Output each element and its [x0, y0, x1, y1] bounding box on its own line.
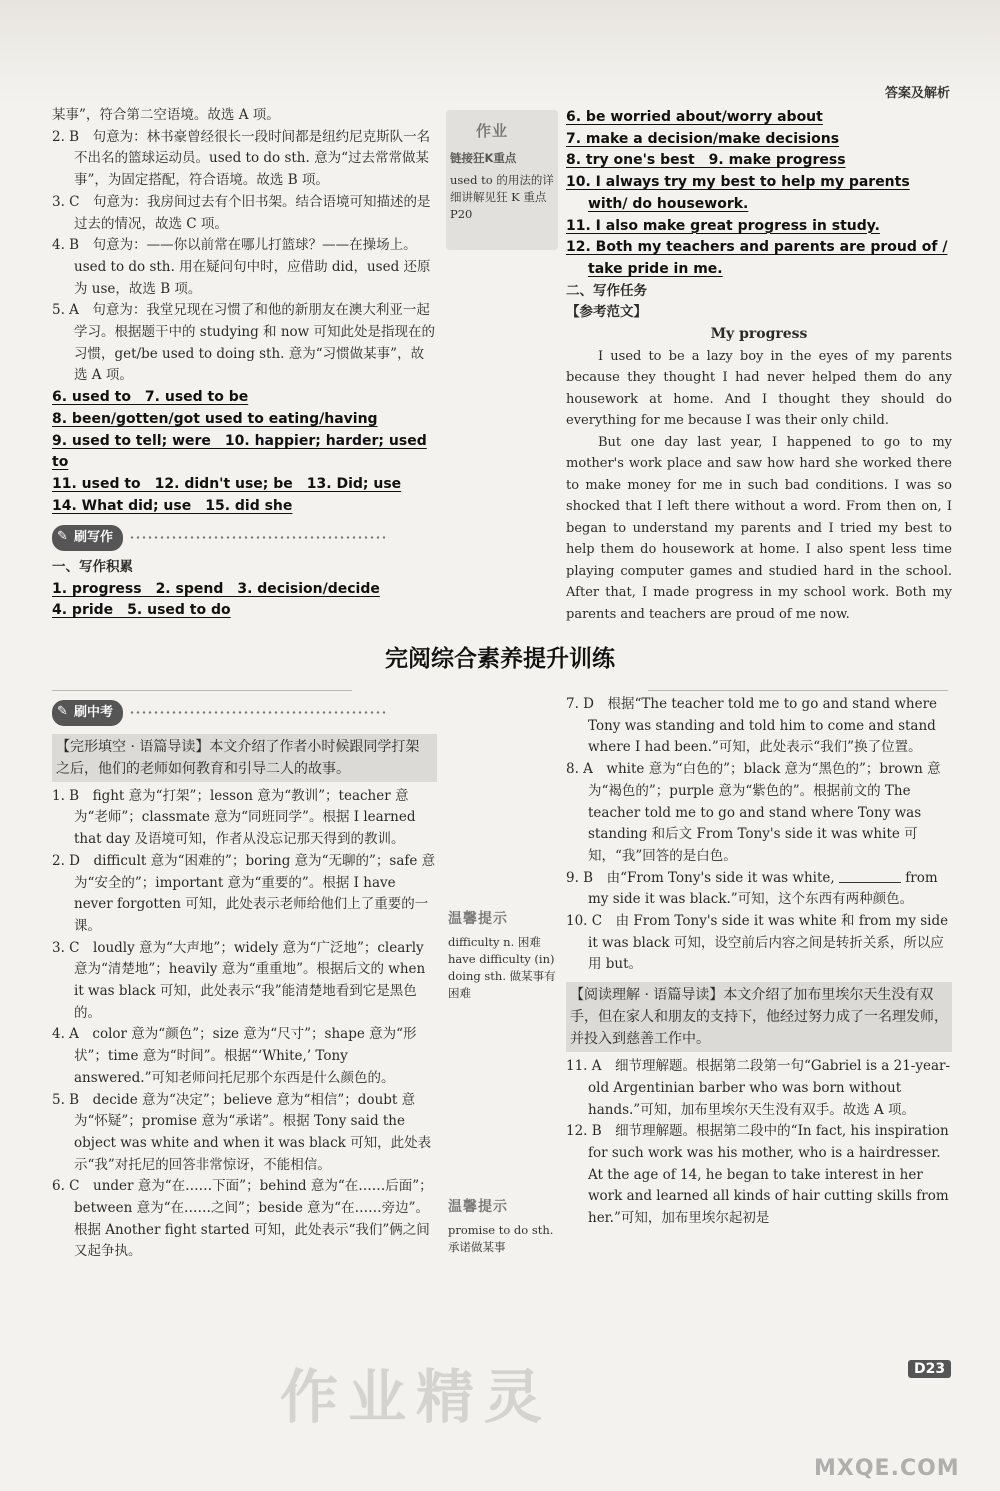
- banner-line-left: [52, 690, 352, 691]
- cloze-q9-part1: 9. B 由“From Tony's side it was white,: [566, 869, 835, 886]
- essay-title: My progress: [710, 326, 808, 343]
- banner-line-right: [648, 690, 948, 691]
- answer-2: 2. B 句意为：林书豪曾经很长一段时间都是纽约尼克斯队一名不出名的篮球运动员。used to do sth. 意为“过去常常做某事”，为固定搭配，符合语境。故选 B 项。: [52, 128, 431, 189]
- page-number: D23: [908, 1360, 951, 1378]
- answer-4: 4. B 句意为：——你以前常在哪儿打篮球？——在操场上。used to do sth. 用在疑问句中时，应借助 did，used 还原为 use，故选 B 项。: [52, 237, 431, 297]
- answer-3: 3. C 句意为：我房间过去有个旧书架。结合语境可知描述的是过去的情况，故选 C 项。: [52, 193, 431, 232]
- essay-paragraph-1: I used to be a lazy boy in the eyes of my parents because they thought I had never helped them do any housework at home. And I thought they should do everything for me because I was their only child.: [566, 348, 952, 429]
- sidebar-stamp: 作业: [476, 122, 509, 140]
- writing-section: 一、写作积累: [52, 559, 133, 576]
- answer-blank: [839, 882, 901, 883]
- continued-line: 某事”，符合第二空语境。故选 A 项。: [52, 107, 280, 123]
- cloze-q3: 3. C loudly 意为“大声地”；widely 意为“广泛地”；clearly 意为“清楚地”；heavily 意为“重重地”。根据后文的 when it was black 可知，此处表示“我”能清楚地看到它是黑色的。: [52, 939, 426, 1021]
- answer-r12: 12. Both my teachers and parents are proud of / take pride in me.: [566, 239, 948, 277]
- cloze-q7: 7. D 根据“The teacher told me to go and stand where Tony was standing and told him to come and stand where I had been.”可知，此处表示“我们”换了位置。: [566, 696, 938, 756]
- writing-answer-1-3: 1. progress 2. spend 3. decision/decide: [52, 580, 380, 597]
- cloze-q1: 1. B fight 意为“打架”；lesson 意为“教训”；teacher 意为“老师”；classmate 意为“同班同学”。根据 I learned that day 及语境可知，作者从没忘记那天得到的教训。: [52, 787, 416, 848]
- answer-6-7: 6. used to 7. used to be: [52, 389, 249, 406]
- page-header: 答案及解析: [884, 86, 950, 101]
- answer-r11: 11. I also make great progress in study.: [566, 217, 880, 234]
- answer-r7: 7. make a decision/make decisions: [566, 130, 840, 147]
- writing-tag-row: [52, 525, 437, 551]
- bottom-left-column: [52, 700, 437, 1263]
- tip-label-1: 温馨提示: [448, 911, 508, 927]
- dotted-divider: [129, 536, 389, 539]
- watermark-text: 作业精灵: [280, 1363, 553, 1431]
- tip-label-2: 温馨提示: [448, 1199, 508, 1215]
- cloze-q6: 6. C under 意为“在……下面”；behind 意为“在……后面”；between 意为“在……之间”；beside 意为“在……旁边”。根据 Another fight started 可知，此处表示“我们”俩之间又起争执。: [52, 1178, 433, 1260]
- cloze-q9-part2: from my side it was black.”可知，这个东西有两种颜色。: [588, 869, 938, 908]
- answer-r6: 6. be worried about/worry about: [566, 109, 823, 125]
- top-shade: [0, 0, 1000, 108]
- exam-tag: ✎ 刷中考: [52, 700, 123, 726]
- sidebar-text: used to 的用法的详细讲解见狂 K 重点 P20: [450, 173, 554, 221]
- answer-9-10: 9. used to tell; were 10. happier; harder; used to: [52, 432, 427, 471]
- answer-14-15: 14. What did; use 15. did she: [52, 497, 293, 514]
- bottom-right-column: [566, 694, 952, 1230]
- tip-text-1: difficulty n. 困难 have difficulty (in) doing sth. 做某事有困难: [448, 935, 556, 1000]
- answer-5: 5. A 句意为：我堂兄现在习惯了和他的新朋友在澳大利亚一起学习。根据题干中的 studying 和 now 可知此处是指现在的习惯，get/be used to doing sth. 意为“习惯做某事”，故选 A 项。: [52, 302, 436, 384]
- site-logo: MXQE.COM: [814, 1456, 960, 1481]
- tip-box-1: [448, 908, 556, 1002]
- tip-text-2: promise to do sth. 承诺做某事: [448, 1223, 554, 1254]
- link-label: 链接狂K重点: [450, 151, 517, 165]
- left-top-column: [52, 105, 437, 622]
- reference-label: 【参考范文】: [566, 304, 647, 321]
- section-banner: 完阅综合素养提升训练: [385, 646, 615, 672]
- answer-r8-9: 8. try one's best 9. make progress: [566, 152, 846, 169]
- tip-box-2: [448, 1196, 556, 1256]
- cloze-q9: [566, 868, 952, 911]
- essay-paragraph-2: But one day last year, I happened to go to my mother's work place and saw how hard she worked there to make money for me in such bad conditions. I was so shocked that I left there without a word. From then on, I began to understand my parents and I tried my best to help them do housework at home. I also spent less time playing computer games and studied hard in the school. After that, I made progress in my school work. Both my parents and teachers are proud of me now.: [566, 434, 952, 622]
- answer-r10: 10. I always try my best to help my parents with/ do housework.: [566, 174, 910, 212]
- reading-q12: 12. B 细节理解题。根据第二段中的“In fact, his inspiration for such work was his mother, who is a hairdresser. At the age of 14, he began to take interest in her work and learned all kinds of hair cutting skills from her.”可知，加布里埃尔起初是: [566, 1123, 949, 1227]
- answer-8: 8. been/gotten/got used to eating/having: [52, 410, 378, 427]
- answer-11-13: 11. used to 12. didn't use; be 13. Did; use: [52, 475, 402, 492]
- cloze-q4: 4. A color 意为“颜色”；size 意为“尺寸”；shape 意为“形状”；time 意为“时间”。根据“‘White,’ Tony answered.”可知老师问托尼那个东西是什么颜色的。: [52, 1026, 417, 1086]
- reading-intro: 【阅读理解 · 语篇导读】本文介绍了加布里埃尔天生没有双手，但在家人和朋友的支持下，他经过努力成了一名理发师，并投入到慈善工作中。: [566, 982, 952, 1052]
- dotted-divider-2: [129, 711, 389, 714]
- cloze-q5: 5. B decide 意为“决定”；believe 意为“相信”；doubt 意为“怀疑”；promise 意为“承诺”。根据 Tony said the object was white and when it was black 可知，此处表示“我”对托尼的回答非常惊讶，不能相信。: [52, 1091, 432, 1173]
- writing-answer-4-5: 4. pride 5. used to do: [52, 602, 231, 619]
- sidebar-note: [446, 110, 558, 250]
- exam-tag-row: [52, 700, 437, 726]
- writing-tag: ✎ 刷写作: [52, 525, 123, 551]
- cloze-q2: 2. D difficult 意为“困难的”；boring 意为“无聊的”；safe 意为“安全的”；important 意为“重要的”。根据 I have never forgotten 可知，此处表示老师给他们上了重要的一课。: [52, 852, 436, 934]
- right-top-column: [566, 107, 952, 625]
- cloze-q8: 8. A white 意为“白色的”；black 意为“黑色的”；brown 意为“褐色的”；purple 意为“紫色的”。根据前文的 The teacher told me to go and stand where Tony was standing 和后文 From Tony's side it was white 可知，“我”回答的是白色。: [566, 761, 941, 864]
- cloze-intro: 【完形填空 · 语篇导读】本文介绍了作者小时候跟同学打架之后，他们的老师如何教育和引导二人的故事。: [52, 734, 437, 782]
- cloze-q10: 10. C 由 From Tony's side it was white 和 from my side it was black 可知，设空前后内容之间是转折关系，所以应用 but。: [566, 913, 949, 973]
- reading-q11: 11. A 细节理解题。根据第二段第一句“Gabriel is a 21-year-old Argentinian barber who was born without hands.”可知，加布里埃尔天生没有双手。故选 A 项。: [566, 1058, 951, 1118]
- task-section: 二、写作任务: [566, 282, 647, 299]
